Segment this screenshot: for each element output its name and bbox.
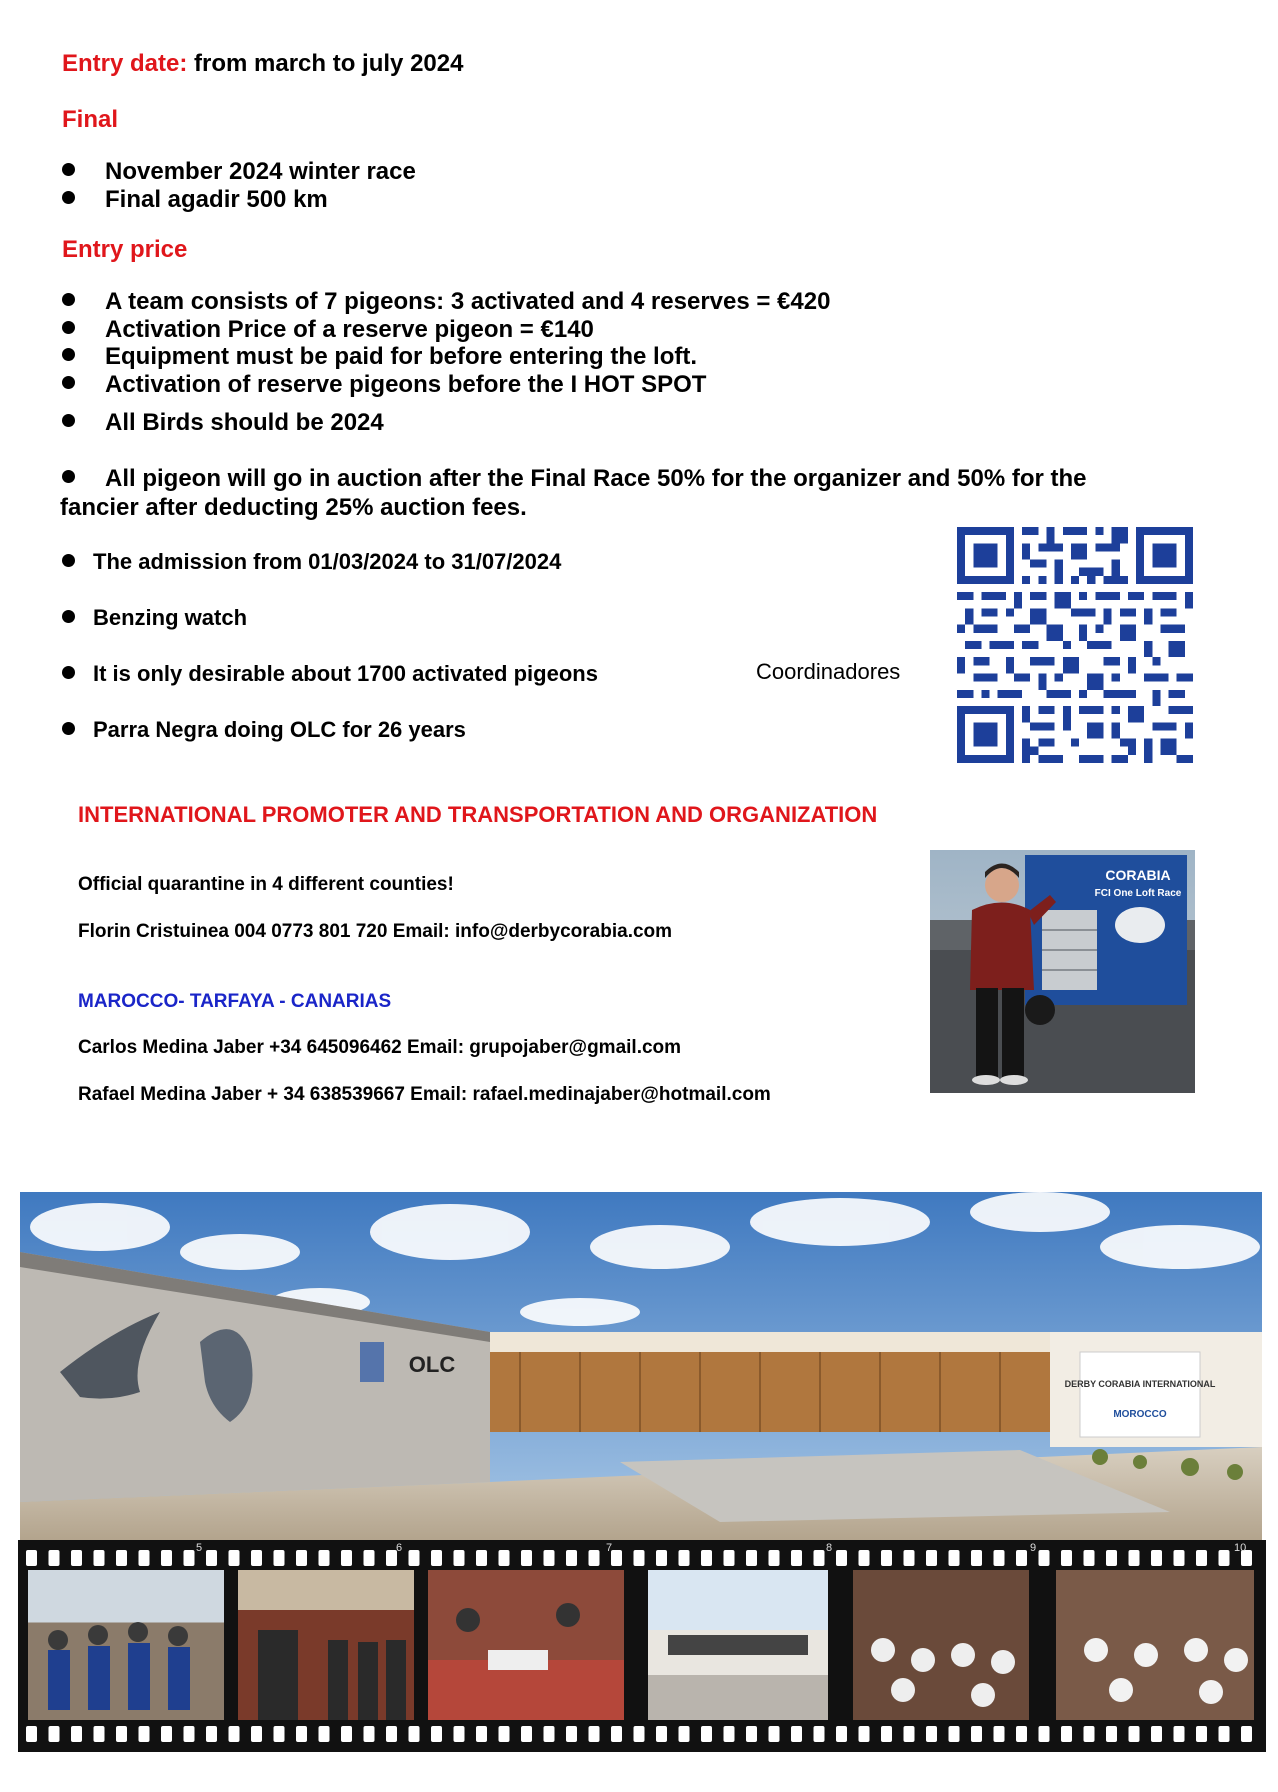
sprocket-hole bbox=[544, 1726, 555, 1742]
list-item-text: A team consists of 7 pigeons: 3 activated and 4 reserves = €420 bbox=[105, 288, 831, 315]
sprocket-hole bbox=[859, 1550, 870, 1566]
sprocket-hole bbox=[521, 1726, 532, 1742]
sprocket-hole bbox=[994, 1726, 1005, 1742]
bullet-icon bbox=[62, 321, 75, 334]
sprocket-hole bbox=[1106, 1726, 1117, 1742]
filmstrip-number: 10 bbox=[1234, 1542, 1247, 1554]
sprocket-hole bbox=[881, 1550, 892, 1566]
sprocket-hole bbox=[926, 1550, 937, 1566]
sprocket-hole bbox=[949, 1726, 960, 1742]
list-item bbox=[62, 371, 706, 399]
list-item-text: Activation Price of a reserve pigeon = €140 bbox=[105, 316, 594, 343]
list-item-text: Activation of reserve pigeons before the I HOT SPOT bbox=[105, 371, 707, 398]
coordinadores-label: Coordinadores bbox=[756, 659, 901, 684]
facility-banner-sub: MOROCCO bbox=[1113, 1409, 1167, 1420]
sprocket-hole bbox=[589, 1726, 600, 1742]
contact-carlos: Carlos Medina Jaber +34 645096462 Email: grupojaber@gmail.com bbox=[78, 1037, 682, 1058]
list-item bbox=[62, 661, 598, 687]
sprocket-hole bbox=[161, 1550, 172, 1566]
sprocket-hole bbox=[724, 1726, 735, 1742]
sprocket-hole bbox=[589, 1550, 600, 1566]
sprocket-hole bbox=[926, 1726, 937, 1742]
sprocket-hole bbox=[1129, 1550, 1140, 1566]
auction-line-1 bbox=[62, 465, 1086, 493]
sprocket-hole bbox=[1106, 1550, 1117, 1566]
list-item bbox=[62, 409, 384, 437]
sprocket-hole bbox=[904, 1550, 915, 1566]
final-heading: Final bbox=[62, 106, 119, 133]
list-item-text: Benzing watch bbox=[93, 605, 248, 630]
photo-frame bbox=[238, 1570, 414, 1720]
list-item-text: It is only desirable about 1700 activated pigeons bbox=[93, 661, 598, 686]
photo-frame bbox=[1056, 1570, 1254, 1720]
bullet-icon bbox=[62, 376, 75, 389]
sprocket-hole bbox=[701, 1550, 712, 1566]
contact-rafael: Rafael Medina Jaber + 34 638539667 Email: rafael.medinajaber@hotmail.com bbox=[78, 1084, 771, 1105]
sprocket-hole bbox=[364, 1726, 375, 1742]
sprocket-hole bbox=[431, 1726, 442, 1742]
sprocket-hole bbox=[1016, 1550, 1027, 1566]
sprocket-hole bbox=[1241, 1726, 1252, 1742]
sprocket-hole bbox=[701, 1726, 712, 1742]
trailer-sub: FCI One Loft Race bbox=[1094, 888, 1182, 899]
sprocket-hole bbox=[949, 1550, 960, 1566]
sprocket-hole bbox=[1039, 1726, 1050, 1742]
sprocket-hole bbox=[184, 1726, 195, 1742]
sprocket-hole bbox=[1129, 1726, 1140, 1742]
sprocket-hole bbox=[746, 1726, 757, 1742]
sprocket-hole bbox=[971, 1550, 982, 1566]
sprocket-hole bbox=[1039, 1550, 1050, 1566]
sprocket-hole bbox=[386, 1726, 397, 1742]
quarantine-text: Official quarantine in 4 different counties! bbox=[78, 874, 454, 895]
sprocket-hole bbox=[971, 1726, 982, 1742]
sprocket-hole bbox=[49, 1550, 60, 1566]
sprocket-hole bbox=[1061, 1726, 1072, 1742]
sprocket-hole bbox=[904, 1726, 915, 1742]
entry-date-label: Entry date: bbox=[62, 50, 188, 77]
sprocket-hole bbox=[296, 1726, 307, 1742]
sprocket-hole bbox=[454, 1550, 465, 1566]
sprocket-hole bbox=[521, 1550, 532, 1566]
sprocket-hole bbox=[139, 1550, 150, 1566]
sprocket-hole bbox=[1196, 1726, 1207, 1742]
sprocket-hole bbox=[814, 1550, 825, 1566]
sprocket-hole bbox=[251, 1550, 262, 1566]
sprocket-hole bbox=[1174, 1726, 1185, 1742]
list-item bbox=[62, 186, 328, 214]
list-item-text: Parra Negra doing OLC for 26 years bbox=[93, 717, 466, 742]
sprocket-hole bbox=[679, 1726, 690, 1742]
qr-code-icon[interactable] bbox=[957, 527, 1193, 763]
sprocket-hole bbox=[26, 1726, 37, 1742]
sprocket-hole bbox=[431, 1550, 442, 1566]
sprocket-hole bbox=[656, 1550, 667, 1566]
sprocket-hole bbox=[791, 1550, 802, 1566]
bullet-icon bbox=[62, 163, 75, 176]
sprocket-hole bbox=[791, 1726, 802, 1742]
sprocket-hole bbox=[139, 1726, 150, 1742]
sprocket-hole bbox=[656, 1726, 667, 1742]
sprocket-hole bbox=[184, 1550, 195, 1566]
sprocket-hole bbox=[611, 1726, 622, 1742]
promoter-photo bbox=[930, 850, 1195, 1093]
sprocket-hole bbox=[814, 1726, 825, 1742]
list-item bbox=[62, 158, 416, 186]
sprocket-hole bbox=[836, 1726, 847, 1742]
sprocket-hole bbox=[341, 1550, 352, 1566]
sprocket-hole bbox=[274, 1726, 285, 1742]
list-item bbox=[62, 549, 561, 575]
bullet-icon bbox=[62, 470, 75, 483]
sprocket-hole bbox=[206, 1550, 217, 1566]
filmstrip-number: 5 bbox=[196, 1542, 203, 1554]
bullet-icon bbox=[62, 293, 75, 306]
sprocket-hole bbox=[881, 1726, 892, 1742]
list-item-text: All pigeon will go in auction after the Final Race 50% for the organizer and 50% for the bbox=[105, 465, 1087, 492]
bullet-icon bbox=[62, 191, 75, 204]
bullet-icon bbox=[62, 554, 75, 567]
photo-frame bbox=[28, 1570, 224, 1720]
list-item-text: Equipment must be paid for before entering the loft. bbox=[105, 343, 698, 370]
trailer-brand: CORABIA bbox=[1105, 867, 1171, 883]
sprocket-hole bbox=[409, 1550, 420, 1566]
filmstrip-number: 7 bbox=[606, 1542, 613, 1554]
list-item bbox=[62, 288, 830, 316]
filmstrip-number: 9 bbox=[1030, 1542, 1037, 1554]
promoter-heading: INTERNATIONAL PROMOTER AND TRANSPORTATION AND ORGANIZATION bbox=[78, 802, 878, 827]
sprocket-hole bbox=[341, 1726, 352, 1742]
sprocket-hole bbox=[476, 1550, 487, 1566]
bullet-icon bbox=[62, 348, 75, 361]
photo-frame bbox=[853, 1570, 1029, 1720]
bullet-icon bbox=[62, 610, 75, 623]
sprocket-hole bbox=[476, 1726, 487, 1742]
facility-panorama bbox=[20, 1192, 1262, 1540]
sprocket-hole bbox=[116, 1550, 127, 1566]
entry-date-line bbox=[62, 50, 463, 78]
sprocket-hole bbox=[634, 1550, 645, 1566]
sprocket-hole bbox=[94, 1726, 105, 1742]
entry-price-heading: Entry price bbox=[62, 236, 188, 263]
sprocket-hole bbox=[679, 1550, 690, 1566]
sprocket-hole bbox=[994, 1550, 1005, 1566]
photo-filmstrip bbox=[18, 1540, 1266, 1752]
list-item-text: November 2024 winter race bbox=[105, 158, 416, 185]
sprocket-hole bbox=[544, 1550, 555, 1566]
sprocket-hole bbox=[859, 1726, 870, 1742]
sprocket-hole bbox=[1219, 1726, 1230, 1742]
sprocket-hole bbox=[229, 1726, 240, 1742]
region-label: MAROCCO- TARFAYA - CANARIAS bbox=[78, 991, 392, 1012]
sprocket-hole bbox=[319, 1550, 330, 1566]
auction-line-2: fancier after deducting 25% auction fees. bbox=[60, 494, 527, 521]
sprocket-hole bbox=[1084, 1550, 1095, 1566]
sprocket-hole bbox=[566, 1550, 577, 1566]
sprocket-hole bbox=[724, 1550, 735, 1566]
sprocket-hole bbox=[251, 1726, 262, 1742]
sprocket-hole bbox=[634, 1726, 645, 1742]
sprocket-hole bbox=[499, 1550, 510, 1566]
list-item bbox=[62, 343, 697, 371]
sprocket-hole bbox=[274, 1550, 285, 1566]
sprocket-hole bbox=[229, 1550, 240, 1566]
list-item bbox=[62, 316, 594, 344]
sprocket-hole bbox=[1061, 1550, 1072, 1566]
sprocket-hole bbox=[161, 1726, 172, 1742]
sprocket-hole bbox=[206, 1726, 217, 1742]
sprocket-hole bbox=[836, 1550, 847, 1566]
list-item bbox=[62, 605, 247, 631]
sprocket-hole bbox=[499, 1726, 510, 1742]
bullet-icon bbox=[62, 414, 75, 427]
sprocket-hole bbox=[1151, 1550, 1162, 1566]
sprocket-hole bbox=[364, 1550, 375, 1566]
list-item-text: Final agadir 500 km bbox=[105, 186, 328, 213]
bullet-icon bbox=[62, 722, 75, 735]
sprocket-hole bbox=[454, 1726, 465, 1742]
sprocket-hole bbox=[1151, 1726, 1162, 1742]
sprocket-hole bbox=[1016, 1726, 1027, 1742]
sprocket-hole bbox=[26, 1550, 37, 1566]
sprocket-hole bbox=[296, 1550, 307, 1566]
list-item-text: The admission from 01/03/2024 to 31/07/2024 bbox=[93, 549, 562, 574]
sprocket-hole bbox=[566, 1726, 577, 1742]
sprocket-hole bbox=[1174, 1550, 1185, 1566]
sprocket-hole bbox=[116, 1726, 127, 1742]
sprocket-hole bbox=[611, 1550, 622, 1566]
photo-frame bbox=[648, 1570, 828, 1720]
sprocket-hole bbox=[409, 1726, 420, 1742]
filmstrip-number: 8 bbox=[826, 1542, 833, 1554]
sprocket-hole bbox=[71, 1726, 82, 1742]
sprocket-hole bbox=[94, 1550, 105, 1566]
contact-florin: Florin Cristuinea 004 0773 801 720 Email: info@derbycorabia.com bbox=[78, 921, 673, 942]
entry-date-value: from march to july 2024 bbox=[194, 50, 464, 77]
sprocket-hole bbox=[769, 1550, 780, 1566]
wall-logo: OLC bbox=[408, 1352, 456, 1377]
sprocket-hole bbox=[319, 1726, 330, 1742]
photo-frame bbox=[428, 1570, 624, 1720]
sprocket-hole bbox=[1196, 1550, 1207, 1566]
sprocket-hole bbox=[746, 1550, 757, 1566]
sprocket-hole bbox=[1219, 1550, 1230, 1566]
sprocket-hole bbox=[769, 1726, 780, 1742]
sprocket-hole bbox=[1084, 1726, 1095, 1742]
bullet-icon bbox=[62, 666, 75, 679]
facility-banner: DERBY CORABIA INTERNATIONAL bbox=[1064, 1379, 1216, 1389]
list-item-text: All Birds should be 2024 bbox=[105, 409, 384, 436]
list-item bbox=[62, 717, 466, 743]
sprocket-hole bbox=[71, 1550, 82, 1566]
sprocket-hole bbox=[49, 1726, 60, 1742]
filmstrip-number: 6 bbox=[396, 1542, 403, 1554]
